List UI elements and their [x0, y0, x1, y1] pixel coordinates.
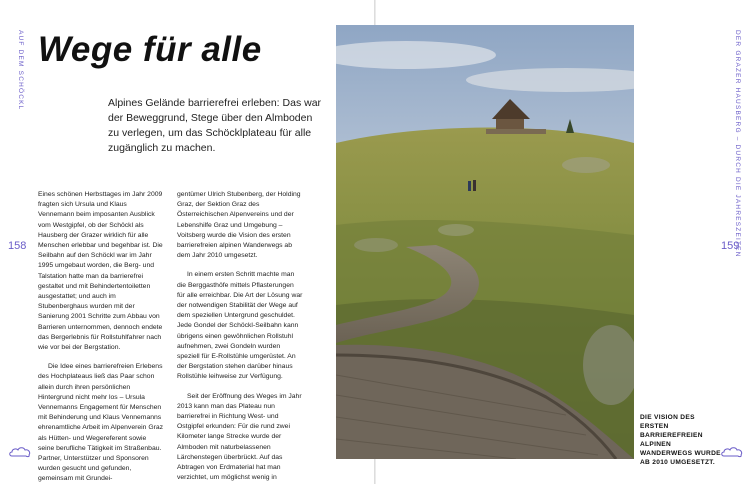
running-head-right: DER GRAZER HAUSBERG – DURCH DIE JAHRESZEITEN — [734, 30, 741, 258]
lead-paragraph: Alpines Gelände barrierefrei erleben: Das war der Beweggrund, Stege über den Almboden zu verlegen, um das Schöcklplateau für alle zugänglich zu machen. — [108, 97, 322, 154]
page-title: Wege für alle — [38, 30, 262, 69]
cloud-icon — [8, 445, 32, 459]
page-number-right: 159 — [721, 240, 740, 252]
landscape-photo — [336, 25, 634, 459]
photo-caption: DIE VISION DES ERSTEN BARRIEREFREIEN ALPINEN WANDERWEGS WURDE AB 2010 UMGESETZT. — [640, 414, 721, 466]
text-column-2 — [177, 190, 303, 492]
running-head-left: AUF DEM SCHÖCKL — [17, 30, 24, 111]
text-column-1 — [38, 190, 164, 494]
cloud-icon — [720, 445, 744, 459]
body-paragraph: Seit der Eröffnung des Weges im Jahr 2013 kann man das Plateau nun barrierefrei in Richtung West- und Ostgipfel erkunden: Für die rund zwei Kilometer lange Strecke wurde der Almboden mit naturbelassenen Lärchenstegen überbrückt. Auf das Abtragen von Erdmaterial hat man verzichtet, um möglichst wenig in — [177, 392, 302, 482]
body-paragraph: In einem ersten Schritt machte man die Berggasthöfe mittels Pflasterungen für alle erreichbar. Die Art der Lösung war der notwendigen Stabilität der Wege auf dem speziellen Untergrund geschuldet. Jede Gondel der Schöckl-Seilbahn kann übrigens einen gewöhnlichen Rollstuhl aufnehmen, zwei Gondeln wurden speziell für E-Rollstühle umgerüstet. An der Bergstation stehen darüber hinaus Rollstühle leihweise zur Verfügung. — [177, 271, 303, 381]
page-number-left: 158 — [8, 240, 27, 252]
body-paragraph: gentümer Ulrich Stubenberg, der Holding Graz, der Sektion Graz des Österreichischen Alpenvereins und der Lebenshilfe Graz und Umgebung – Voitsberg wurde die Vision des ersten barrierefreien alpinen Wanderwegs ab dem Jahr 2010 umgesetzt. — [177, 191, 301, 260]
body-paragraph: Die Idee eines barrierefreien Erlebens des Hochplateaus ließ das Paar schon allein durch ihren persönlichen Hintergrund nicht mehr los – Ursula Vennemanns Engagement für Menschen mit Behinderung und Klaus Vennemanns ehrenamtliche Arbeit im Alpenverein Graz als Hütten- und Wegereferent sowie seine berufliche Tätigkeit im Straßenbau. Partner, Unterstützer und Sponsoren wurden gesucht und gefunden, gemeinsam mit Grundei- — [38, 363, 164, 483]
body-paragraph: Eines schönen Herbsttages im Jahr 2009 fragten sich Ursula und Klaus Vennemann beim imposanten Ausblick vom Westgipfel, ob der Schöckl als Hausberg der Grazer wirklich für alle Menschen erlebbar und begehbar ist. Die Seilbahn auf den Schöckl war im Jahr 1995 umgebaut worden, die Berg- und Talstation hatte man da barrierefrei gestaltet und mit Behindertentoiletten ausgestattet; und auch im Stubenberghaus wurden mit der Sanierung 2001 Schritte zum Abbau von Barrieren unternommen, dennoch endete das Bergerlebnis für Rollstuhlfahrer nach wie vor bei der Bergstation. — [38, 191, 163, 352]
